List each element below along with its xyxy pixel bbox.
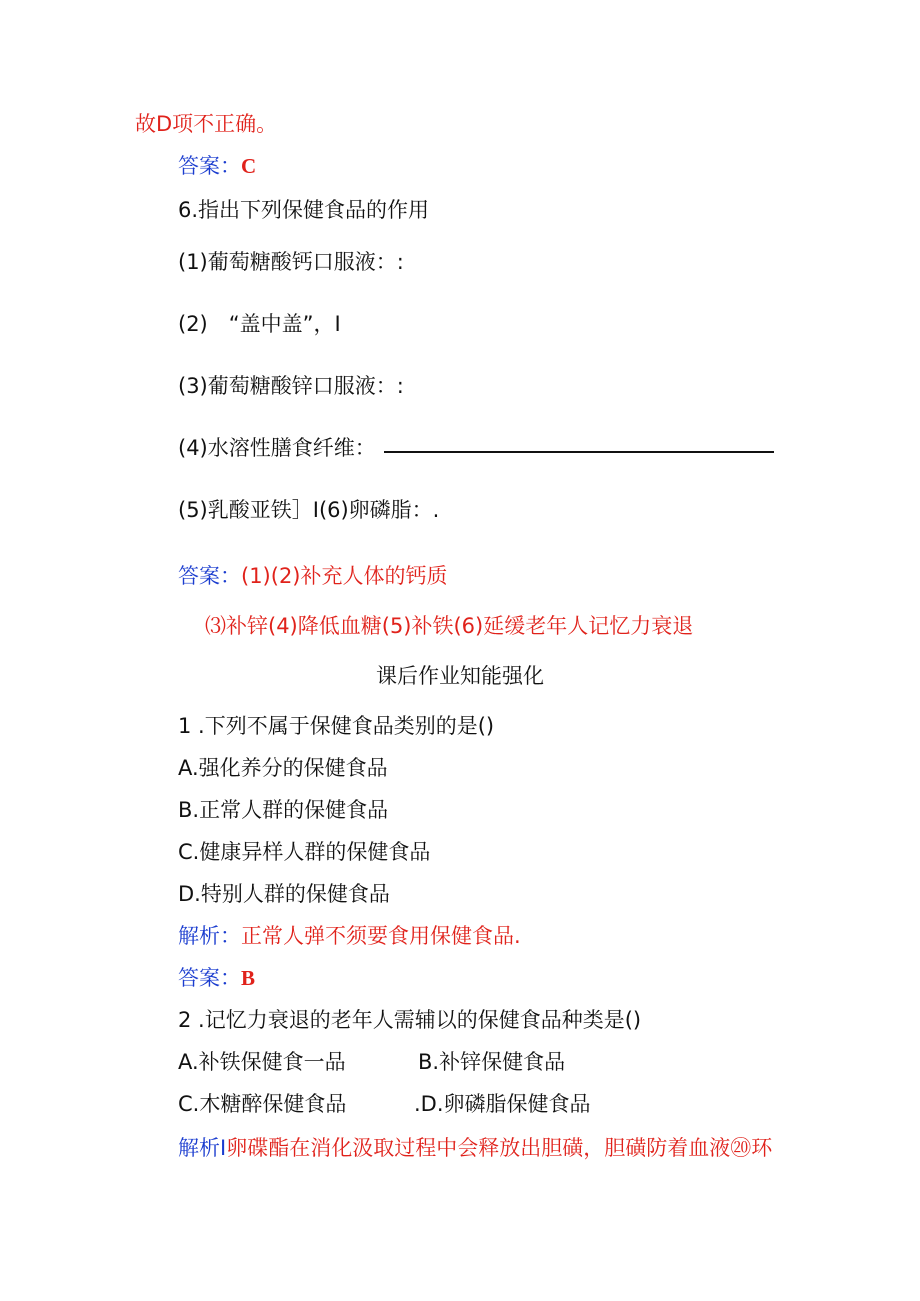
question-6-answer <box>178 562 448 590</box>
question-2-option-d: .D.卵磷脂保健食品 <box>414 1092 591 1116</box>
question-1-option-a: A.强化养分的保健食品 <box>178 756 388 780</box>
question-2-option-c: C.木糖醉保健食品 <box>178 1092 347 1116</box>
question-6-item-4 <box>178 434 774 462</box>
question-6-item-5: (5)乳酸亚铁］I(6)卵磷脂：. <box>178 498 440 522</box>
question-2-options-row-2 <box>178 1090 591 1118</box>
question-1-option-b: B.正常人群的保健食品 <box>178 798 389 822</box>
question-2-option-a: A.补铁保健食一品 <box>178 1050 346 1074</box>
answer-blank-line <box>384 451 774 453</box>
question-1-option-d: D.特别人群的保健食品 <box>178 882 390 906</box>
question-1-stem: 1 .下列不属于保健食品类别的是() <box>178 714 495 738</box>
section-title: 课后作业知能强化 <box>376 664 544 688</box>
analysis-text: 正常人弹不须要食用保健食品. <box>241 924 521 948</box>
question-6-item-1: (1)葡萄糖酸钙口服液：: <box>178 250 404 274</box>
question-2-options-row-1 <box>178 1048 565 1076</box>
answer-value: B <box>241 966 256 990</box>
question-6-answer-line-2: ⑶补锌(4)降低血糖(5)补铁(6)延缓老年人记忆力衰退 <box>205 614 694 638</box>
question-6-title: 6.指出下列保健食品的作用 <box>178 198 430 222</box>
question-6-item-3: (3)葡萄糖酸锌口服液：: <box>178 374 404 398</box>
answer-line-1: (1)(2)补充人体的钙质 <box>241 564 448 588</box>
question-1-option-c: C.健康异样人群的保健食品 <box>178 840 431 864</box>
question-2-option-b: B.补锌保健食品 <box>418 1050 566 1074</box>
analysis-text: 卵碟酯在消化汲取过程中会释放出胆磺，胆磺防着血液⑳环 <box>226 1136 773 1160</box>
question-2-analysis <box>178 1134 772 1162</box>
answer-label: 答案： <box>178 564 241 588</box>
answer-label: 答案： <box>178 966 241 990</box>
question-2-stem: 2 .记忆力衰退的老年人需辅以的保健食品种类是() <box>178 1008 642 1032</box>
question-1-analysis <box>178 922 521 950</box>
answer-value: C <box>241 154 257 178</box>
analysis-label: 解析： <box>178 924 241 948</box>
previous-answer <box>178 152 256 180</box>
question-1-answer <box>178 964 255 992</box>
item-4-text: (4)水溶性膳食纤维： <box>178 436 376 460</box>
analysis-label: 解析I <box>178 1136 227 1160</box>
question-6-item-2: (2) “盖中盖”，I <box>178 312 341 336</box>
previous-conclusion: 故D项不正确。 <box>135 112 278 136</box>
answer-label: 答案： <box>178 154 241 178</box>
